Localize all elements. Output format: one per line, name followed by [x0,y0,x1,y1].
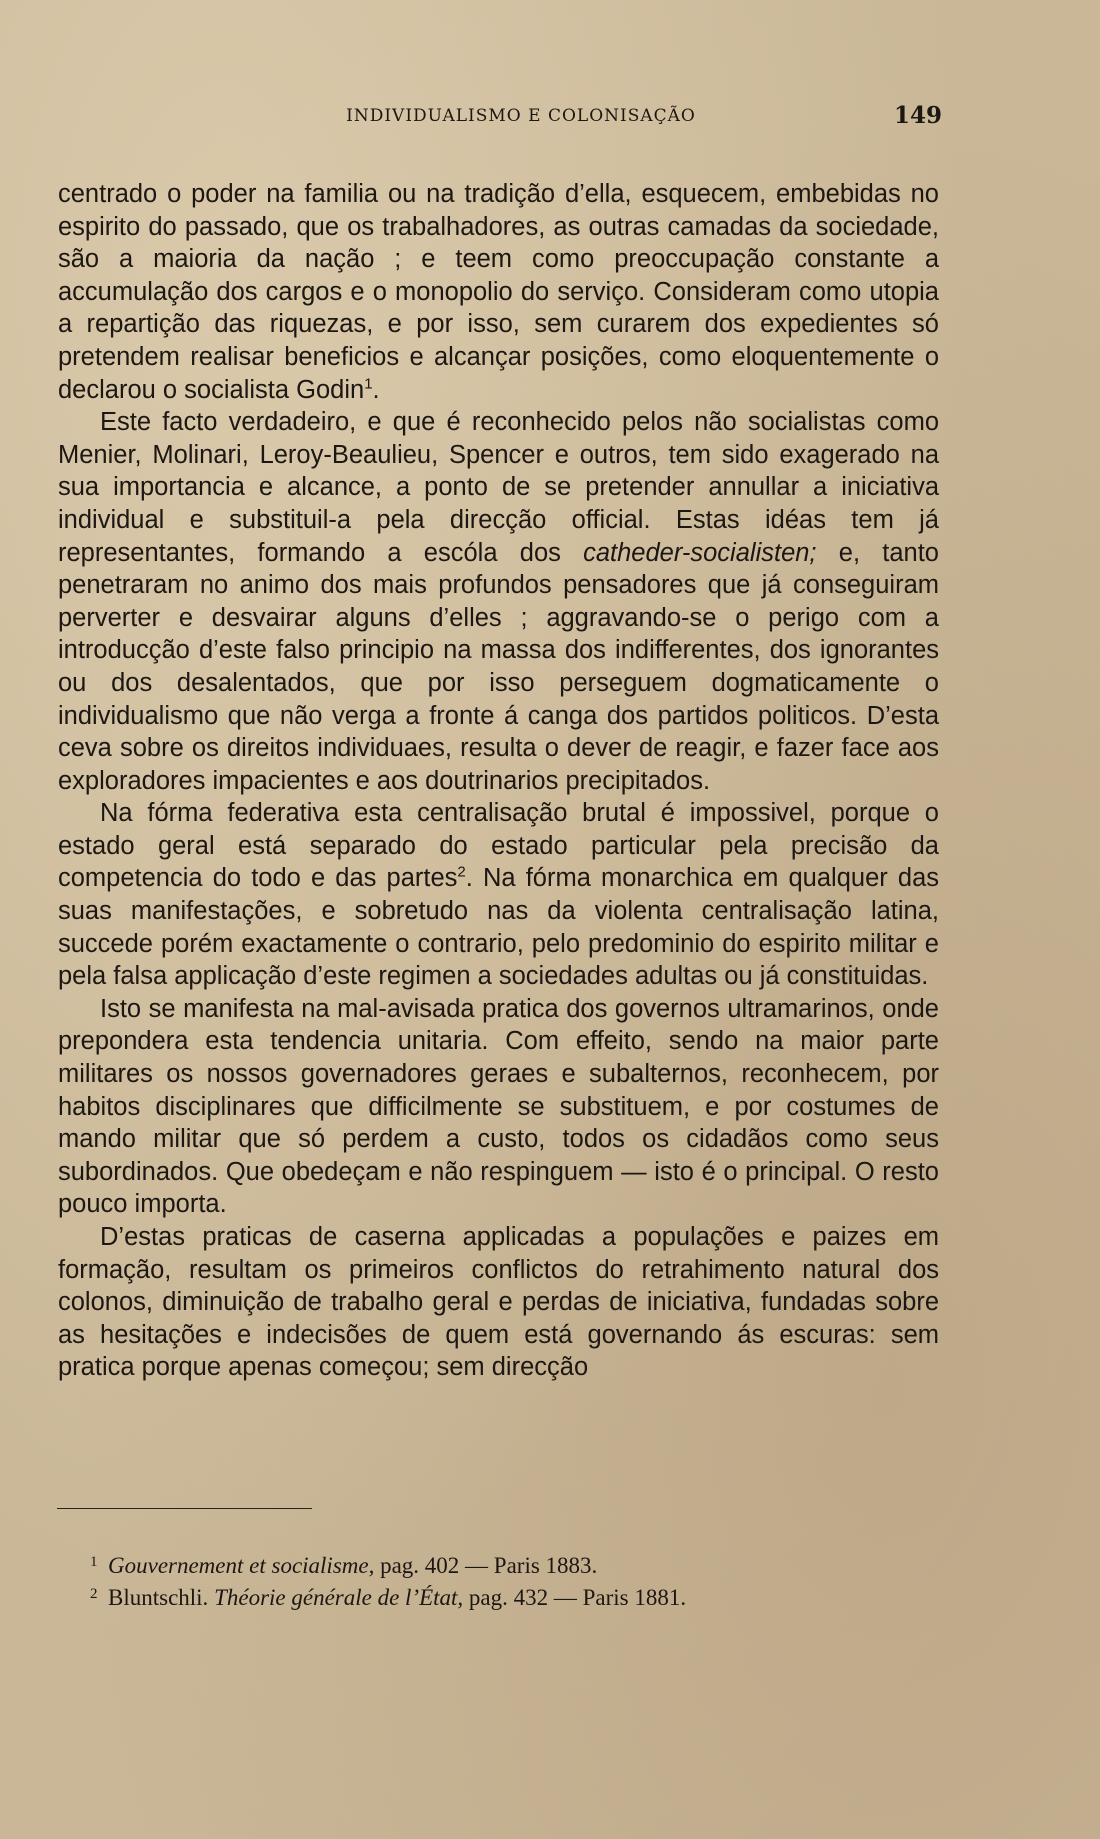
footnote-ref: 1 [364,375,373,393]
paragraph [58,406,939,797]
footnote [90,1550,948,1582]
paragraph-text: . [372,375,380,404]
footnote-text: pag. 402 — Paris 1883. [374,1553,598,1578]
paragraph-text: e, tanto penetraram no animo dos mais profundos pensadores que já conseguiram perverter e desvairar alguns d’elles ; aggravando-se o perigo com a introducção d’este falso principio na massa dos indifferentes, dos ignorantes ou dos desalentados, que por isso perseguem dogmaticamente o individualismo que não verga a fronte á canga dos partidos politicos. D’esta ceva sobre os direitos individuaes, resulta o dever de reagir, e fazer face aos exploradores impacientes e aos doutrinarios precipitados. [58,538,939,795]
footnote-text: pag. 432 — Paris 1881. [463,1585,687,1610]
paragraph-text: . Na fórma monarchica em qualquer das suas manifestações, e sobretudo nas da violenta centralisação latina, succede porém exactamente o contrario, pelo predominio do espirito militar e pela falsa applicação d’este regimen a sociedades adultas ou já constituidas. [58,864,939,991]
footnote-mark: 1 [90,1554,98,1570]
paragraph-text: Este facto verdadeiro, e que é reconhecido pelos não socialistas como Menier, Molinari, Leroy-Beaulieu, Spencer e outros, tem sido exagerado na sua importancia e alcance, a ponto de se pretender annullar a iniciativa individual e substituil-a pela direcção official. Estas idéas tem já representantes, formando a escóla dos [58,408,939,567]
paragraph-text: Na fórma federativa esta centralisação brutal é impossivel, porque o estado geral está separado do estado particular pela precisão da competencia do todo e das partes [58,799,939,893]
page-number: 149 [893,102,942,129]
paragraph [58,993,939,1221]
footnotes [90,1550,948,1614]
footnote-author: Bluntschli. [108,1585,215,1610]
running-title: INDIVIDUALISMO E COLONISAÇÃO [346,106,696,126]
footnote-mark: 2 [90,1586,98,1602]
running-head [60,102,942,136]
footnote-ref: 2 [457,863,466,881]
footnote-rule [57,1508,312,1509]
body-text [58,178,939,1384]
footnote-title: Théorie générale de l’État, [214,1585,464,1610]
paragraph [58,178,939,406]
footnote-title: Gouvernement et socialisme, [108,1553,375,1578]
italic-term: catheder-socialisten; [583,538,817,567]
paragraph-text: Isto se manifesta na mal-avisada pratica dos governos ultramarinos, onde prepondera esta tendencia unitaria. Com effeito, sendo na maior parte militares os nossos governadores geraes e subalternos, reconhecem, por habitos disciplinares que difficilmente se substituem, e por costumes de mando militar que só perdem a custo, todos os cidadãos como seus subordinados. Que obedeçam e não respinguem — isto é o principal. O resto pouco importa. [58,994,939,1219]
paragraph [58,797,939,993]
paragraph-text: D’estas praticas de caserna applicadas a populações e paizes em formação, resultam os primeiros conflictos do retrahimento natural dos colonos, diminuição de trabalho geral e perdas de iniciativa, fundadas sobre as hesitações e indecisões de quem está governando ás escuras: sem pratica porque apenas começou; sem direcção [58,1223,939,1382]
paragraph [58,1221,939,1384]
footnote [90,1582,948,1614]
paragraph-text: centrado o poder na familia ou na tradição d’ella, esquecem, embebidas no espirito do passado, que os trabalhadores, as outras camadas da sociedade, são a maioria da nação ; e teem como preoccupação constante a accumulação dos cargos e o monopolio do serviço. Consideram como utopia a repartição das riquezas, e por isso, sem curarem dos expedientes só pretendem realisar beneficios e alcançar posições, como eloquentemente o declarou o socialista Godin [58,180,939,404]
